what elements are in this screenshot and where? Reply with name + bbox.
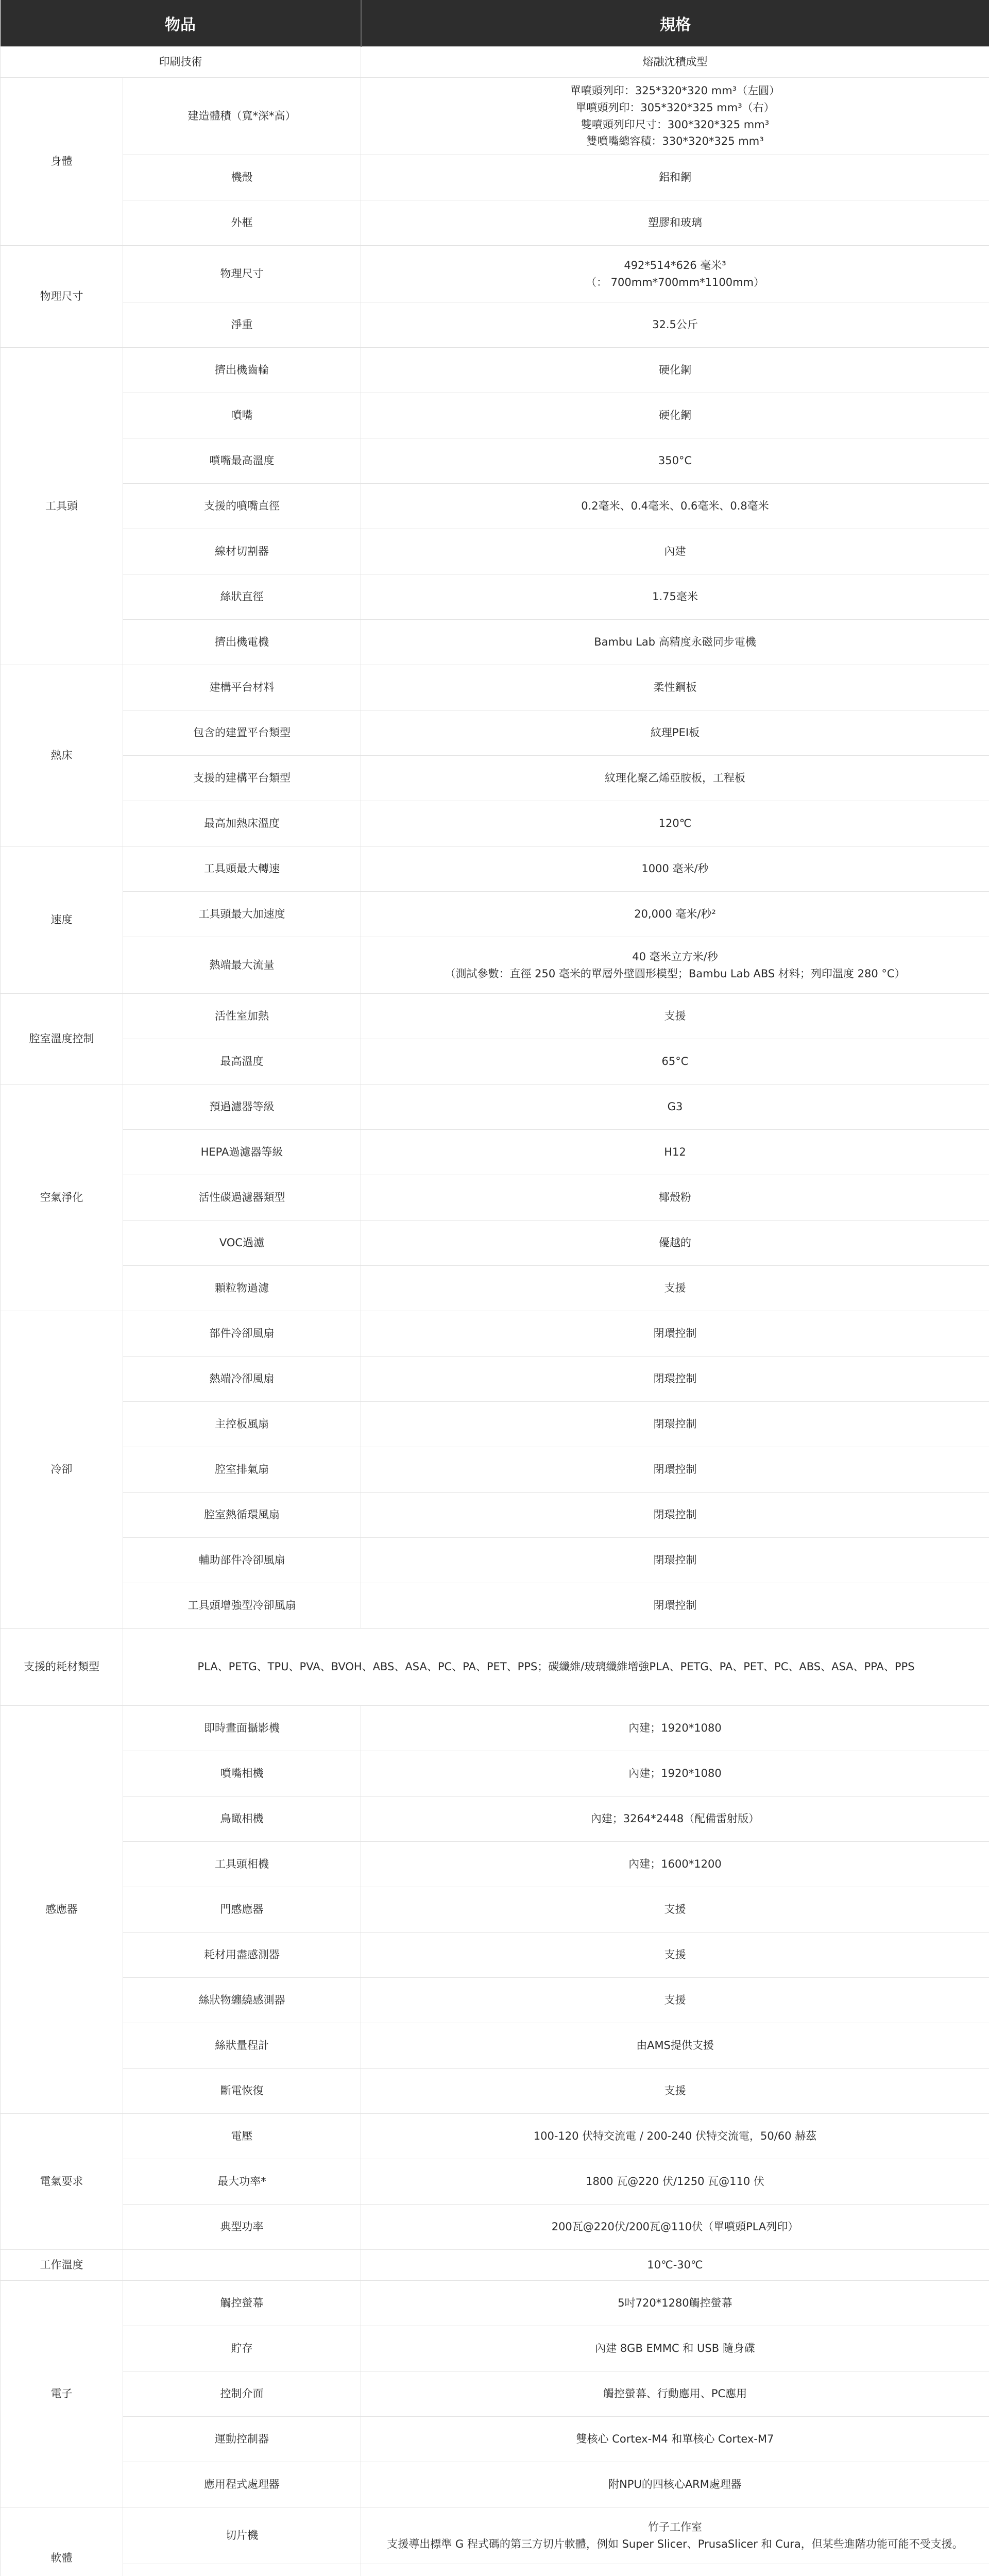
row-label: 典型功率 xyxy=(123,2205,361,2250)
row-value xyxy=(361,2564,989,2576)
row-label: 擠出機齒輪 xyxy=(123,348,361,393)
table-row xyxy=(1,1493,989,1538)
value-line: 單噴頭列印：305*320*325 mm³（右） xyxy=(575,101,775,114)
group-label: 軟體 xyxy=(1,2507,123,2576)
table-row xyxy=(1,2159,989,2205)
table-row xyxy=(1,529,989,574)
row-value: 32.5公斤 xyxy=(361,302,989,348)
row-label: 主控板風扇 xyxy=(123,1402,361,1447)
table-row xyxy=(1,1039,989,1084)
row-label: 最高溫度 xyxy=(123,1039,361,1084)
row-label: 絲狀物纏繞感測器 xyxy=(123,1978,361,2023)
row-value: 200瓦@220伏/200瓦@110伏（單噴頭PLA列印） xyxy=(361,2205,989,2250)
row-value: 優越的 xyxy=(361,1221,989,1266)
group-label: 工具頭 xyxy=(1,348,123,665)
group-label: 電氣要求 xyxy=(1,2114,123,2250)
table-row xyxy=(1,484,989,529)
value-line: 雙噴嘴總容積：330*320*325 mm³ xyxy=(586,135,764,148)
row-value: 閉環控制 xyxy=(361,1538,989,1583)
row-value: 0.2毫米、0.4毫米、0.6毫米、0.8毫米 xyxy=(361,484,989,529)
row-value: 熔融沈積成型 xyxy=(361,47,989,78)
row-label: VOC過濾 xyxy=(123,1221,361,1266)
table-row xyxy=(1,1175,989,1221)
table-row xyxy=(1,994,989,1039)
table-row xyxy=(1,2114,989,2159)
row-value: 由AMS提供支援 xyxy=(361,2023,989,2069)
row-value: 1.75毫米 xyxy=(361,574,989,620)
row-value xyxy=(361,78,989,155)
row-label: 支援的噴嘴直徑 xyxy=(123,484,361,529)
value-line: 竹子工作室 xyxy=(648,2520,702,2533)
table-row xyxy=(1,2417,989,2462)
row-value: 柔性鋼板 xyxy=(361,665,989,710)
row-value: Bambu Lab 高精度永磁同步電機 xyxy=(361,620,989,665)
row-label: 熱端最大流量 xyxy=(123,937,361,994)
row-value: 支援 xyxy=(361,994,989,1039)
row-value: 閉環控制 xyxy=(361,1402,989,1447)
row-label: 擠出機電機 xyxy=(123,620,361,665)
row-label: 腔室排氣扇 xyxy=(123,1447,361,1493)
table-row xyxy=(1,665,989,710)
row-value: 支援 xyxy=(361,1978,989,2023)
table-row xyxy=(1,2023,989,2069)
row-label: 即時畫面攝影機 xyxy=(123,1706,361,1751)
row-label: 鳥瞰相機 xyxy=(123,1797,361,1842)
row-label: 絲狀直徑 xyxy=(123,574,361,620)
table-row xyxy=(1,846,989,892)
table-row xyxy=(1,302,989,348)
row-value: 附NPU的四核心ARM處理器 xyxy=(361,2462,989,2507)
row-label: 印刷技術 xyxy=(1,47,361,78)
row-label: 支援的建構平台類型 xyxy=(123,756,361,801)
table-row xyxy=(1,2205,989,2250)
table-row xyxy=(1,620,989,665)
table-row xyxy=(1,2507,989,2564)
row-value: 支援 xyxy=(361,1887,989,1933)
row-label: 噴嘴 xyxy=(123,393,361,438)
row-value: 閉環控制 xyxy=(361,1493,989,1538)
group-label: 支援的耗材類型 xyxy=(1,1629,123,1706)
table-header-row xyxy=(1,0,989,47)
row-label: 應用程式處理器 xyxy=(123,2462,361,2507)
table-row xyxy=(1,937,989,994)
row-value: 閉環控制 xyxy=(361,1357,989,1402)
value-line: （： 700mm*700mm*1100mm） xyxy=(585,276,765,289)
row-value: 內建；1920*1080 xyxy=(361,1751,989,1797)
row-label: 工具頭最大加速度 xyxy=(123,892,361,937)
table-row xyxy=(1,1933,989,1978)
table-row xyxy=(1,2564,989,2576)
header-spec: 規格 xyxy=(361,0,989,47)
table-row xyxy=(1,2069,989,2114)
row-value: 硬化鋼 xyxy=(361,348,989,393)
table-row xyxy=(1,1447,989,1493)
row-label: 包含的建置平台類型 xyxy=(123,710,361,756)
row-label: 耗材用盡感測器 xyxy=(123,1933,361,1978)
header-item: 物品 xyxy=(1,0,361,47)
row-value: 1800 瓦@220 伏/1250 瓦@110 伏 xyxy=(361,2159,989,2205)
table-row xyxy=(1,1629,989,1706)
row-label: 淨重 xyxy=(123,302,361,348)
row-label: 工具頭增強型冷卻風扇 xyxy=(123,1583,361,1629)
table-row xyxy=(1,892,989,937)
table-row xyxy=(1,1311,989,1357)
table-row xyxy=(1,1221,989,1266)
row-label: 控制介面 xyxy=(123,2371,361,2417)
row-value: H12 xyxy=(361,1130,989,1175)
table-row xyxy=(1,574,989,620)
row-label: 絲狀量程計 xyxy=(123,2023,361,2069)
table-row xyxy=(1,1084,989,1130)
row-value: 紋理PEI板 xyxy=(361,710,989,756)
row-value: 支援 xyxy=(361,1266,989,1311)
row-value: 內建 xyxy=(361,529,989,574)
row-label xyxy=(123,2564,361,2576)
row-label: 活性碳過濾器類型 xyxy=(123,1175,361,1221)
group-label: 物理尺寸 xyxy=(1,246,123,348)
row-value xyxy=(361,2507,989,2564)
row-value: 支援 xyxy=(361,2069,989,2114)
row-value: 鋁和鋼 xyxy=(361,155,989,200)
group-label: 腔室溫度控制 xyxy=(1,994,123,1084)
table-row xyxy=(1,1402,989,1447)
row-label: 部件冷卻風扇 xyxy=(123,1311,361,1357)
row-label: 噴嘴最高溫度 xyxy=(123,438,361,484)
row-label: 熱端冷卻風扇 xyxy=(123,1357,361,1402)
group-label: 速度 xyxy=(1,846,123,994)
row-label: 噴嘴相機 xyxy=(123,1751,361,1797)
row-label: 運動控制器 xyxy=(123,2417,361,2462)
table-row xyxy=(1,1357,989,1402)
row-label: 物理尺寸 xyxy=(123,246,361,302)
row-value: 內建；3264*2448（配備雷射版） xyxy=(361,1797,989,1842)
row-value: 塑膠和玻璃 xyxy=(361,200,989,246)
row-value: 20,000 毫米/秒² xyxy=(361,892,989,937)
group-label: 電子 xyxy=(1,2281,123,2507)
row-label: 建構平台材料 xyxy=(123,665,361,710)
row-value: 閉環控制 xyxy=(361,1447,989,1493)
table-row xyxy=(1,2281,989,2326)
group-label: 工作溫度 xyxy=(1,2250,123,2281)
row-value xyxy=(361,246,989,302)
row-value: 雙核心 Cortex-M4 和單核心 Cortex-M7 xyxy=(361,2417,989,2462)
table-row xyxy=(1,78,989,155)
row-label: 預過濾器等級 xyxy=(123,1084,361,1130)
row-label: 腔室熱循環風扇 xyxy=(123,1493,361,1538)
table-row xyxy=(1,2250,989,2281)
table-row xyxy=(1,47,989,78)
value-line: 492*514*626 毫米³ xyxy=(624,259,726,272)
table-row xyxy=(1,393,989,438)
table-row xyxy=(1,2371,989,2417)
row-value: 1000 毫米/秒 xyxy=(361,846,989,892)
row-value: 閉環控制 xyxy=(361,1583,989,1629)
table-row xyxy=(1,1797,989,1842)
row-value: 觸控螢幕、行動應用、PC應用 xyxy=(361,2371,989,2417)
row-label: 線材切割器 xyxy=(123,529,361,574)
row-value: 硬化鋼 xyxy=(361,393,989,438)
value-line: 40 毫米立方米/秒 xyxy=(632,950,718,963)
table-row xyxy=(1,801,989,846)
row-value: 65°C xyxy=(361,1039,989,1084)
value-line: （測試參數：直徑 250 毫米的單層外壁圓形模型；Bambu Lab ABS 材料；列印溫度 280 °C） xyxy=(445,967,906,980)
row-value: 5吋720*1280觸控螢幕 xyxy=(361,2281,989,2326)
row-label: 顆粒物過濾 xyxy=(123,1266,361,1311)
row-label: 斷電恢復 xyxy=(123,2069,361,2114)
table-row xyxy=(1,1887,989,1933)
group-label: 冷卻 xyxy=(1,1311,123,1629)
value-line: 雙噴頭列印尺寸：300*320*325 mm³ xyxy=(581,118,770,131)
row-value: 內建；1920*1080 xyxy=(361,1706,989,1751)
table-row xyxy=(1,200,989,246)
group-label: 熱床 xyxy=(1,665,123,846)
table-row xyxy=(1,1538,989,1583)
row-label: 貯存 xyxy=(123,2326,361,2371)
group-label: 空氣淨化 xyxy=(1,1084,123,1311)
row-value: 內建 8GB EMMC 和 USB 隨身碟 xyxy=(361,2326,989,2371)
table-row xyxy=(1,1706,989,1751)
row-label: 工具頭相機 xyxy=(123,1842,361,1887)
row-value xyxy=(361,937,989,994)
row-label: 建造體積（寬*深*高） xyxy=(123,78,361,155)
row-label: 門感應器 xyxy=(123,1887,361,1933)
row-label: 輔助部件冷卻風扇 xyxy=(123,1538,361,1583)
row-value: 閉環控制 xyxy=(361,1311,989,1357)
row-value: 10℃-30℃ xyxy=(361,2250,989,2281)
row-value: 紋理化聚乙烯亞胺板，工程板 xyxy=(361,756,989,801)
table-row xyxy=(1,438,989,484)
table-row xyxy=(1,348,989,393)
row-value: 內建；1600*1200 xyxy=(361,1842,989,1887)
table-row xyxy=(1,1130,989,1175)
table-row xyxy=(1,246,989,302)
row-label: 最大功率* xyxy=(123,2159,361,2205)
row-label xyxy=(123,2250,361,2281)
table-row xyxy=(1,1978,989,2023)
row-label: 機殼 xyxy=(123,155,361,200)
row-value: 椰殼粉 xyxy=(361,1175,989,1221)
table-row xyxy=(1,710,989,756)
table-row xyxy=(1,1842,989,1887)
row-label: HEPA過濾器等級 xyxy=(123,1130,361,1175)
row-label: 切片機 xyxy=(123,2507,361,2564)
table-row xyxy=(1,2326,989,2371)
table-row xyxy=(1,2462,989,2507)
row-value: PLA、PETG、TPU、PVA、BVOH、ABS、ASA、PC、PA、PET、PPS；碳纖維/玻璃纖維增強PLA、PETG、PA、PET、PC、ABS、ASA、PPA、PPS xyxy=(123,1629,989,1706)
table-row xyxy=(1,1583,989,1629)
table-row xyxy=(1,155,989,200)
row-value: 100-120 伏特交流電 / 200-240 伏特交流電，50/60 赫茲 xyxy=(361,2114,989,2159)
group-label: 感應器 xyxy=(1,1706,123,2114)
value-line: 支援導出標準 G 程式碼的第三方切片軟體，例如 Super Slicer、PrusaSlicer 和 Cura，但某些進階功能可能不受支援。 xyxy=(387,2537,963,2550)
table-row xyxy=(1,756,989,801)
row-label: 觸控螢幕 xyxy=(123,2281,361,2326)
table-row xyxy=(1,1266,989,1311)
row-label: 最高加熱床溫度 xyxy=(123,801,361,846)
row-value: 支援 xyxy=(361,1933,989,1978)
row-label: 外框 xyxy=(123,200,361,246)
row-label: 工具頭最大轉速 xyxy=(123,846,361,892)
row-value: 350°C xyxy=(361,438,989,484)
value-line: 單噴頭列印：325*320*320 mm³（左圓） xyxy=(570,84,780,97)
row-label: 電壓 xyxy=(123,2114,361,2159)
table-row xyxy=(1,1751,989,1797)
row-value: 120℃ xyxy=(361,801,989,846)
row-label: 活性室加熱 xyxy=(123,994,361,1039)
row-value: G3 xyxy=(361,1084,989,1130)
group-label: 身體 xyxy=(1,78,123,246)
